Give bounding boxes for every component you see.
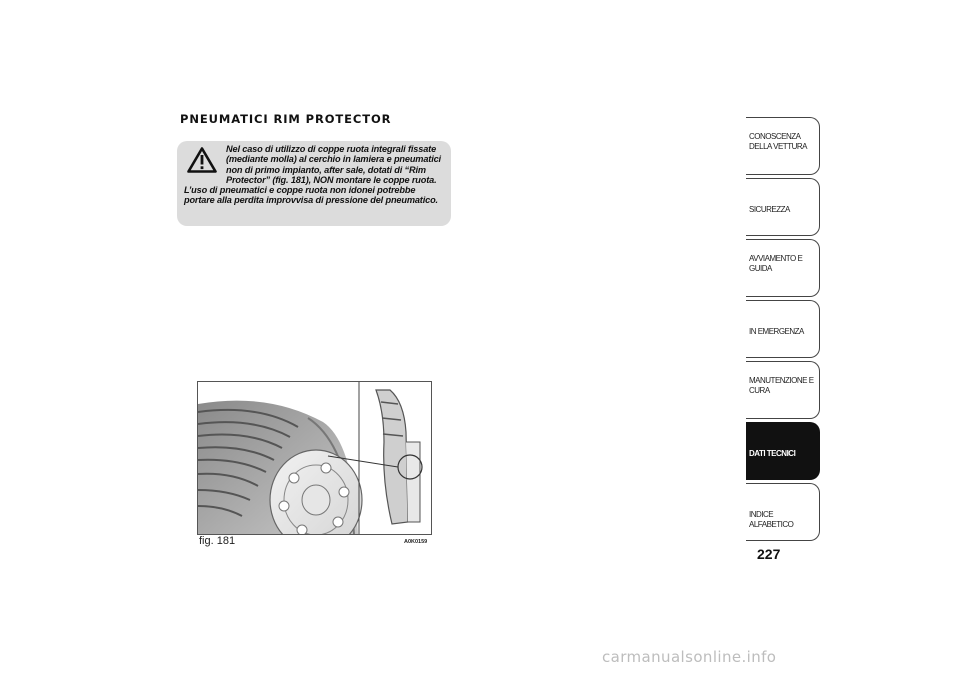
tab-label: MANUTENZIONE E CURA [749,376,814,395]
tab-sicurezza[interactable] [746,178,820,236]
tab-label: INDICE ALFABETICO [749,510,794,529]
chapter-tabs [746,117,820,544]
tab-manutenzione-e-cura[interactable] [746,361,820,419]
figure-code: A0K0159 [404,539,428,545]
page-number: 227 [757,546,781,562]
tire-illustration [197,381,432,535]
watermark: carmanualsonline.info [602,648,777,666]
figure-caption: fig. 181 [199,535,236,547]
warning-text: Nel caso di utilizzo di coppe ruota integrali fissate (mediante molla) al cerchio in lamiera e pneumatici non di primo impianto, after sale, dotati di “Rim Protector” (fig. 181), NON montare le coppe ruota. L’uso di pneumatici e coppe ruota non idonei potrebbe portare alla perdita improvvisa di pressione del pneumatico. [184,144,441,206]
tab-in-emergenza[interactable] [746,300,820,358]
warning-box [177,141,451,226]
section-title: PNEUMATICI RIM PROTECTOR [180,112,392,126]
tab-label: DATI TECNICI [749,449,796,458]
tab-dati-tecnici[interactable] [746,422,820,480]
tab-indice-alfabetico[interactable] [746,483,820,541]
tab-label: AVVIAMENTO E GUIDA [749,254,803,273]
tab-label: CONOSCENZA DELLA VETTURA [749,132,807,151]
tab-avviamento-e-guida[interactable] [746,239,820,297]
tab-label: SICUREZZA [749,205,790,214]
tab-conoscenza-della-vettura[interactable] [746,117,820,175]
tab-label: IN EMERGENZA [749,327,804,336]
